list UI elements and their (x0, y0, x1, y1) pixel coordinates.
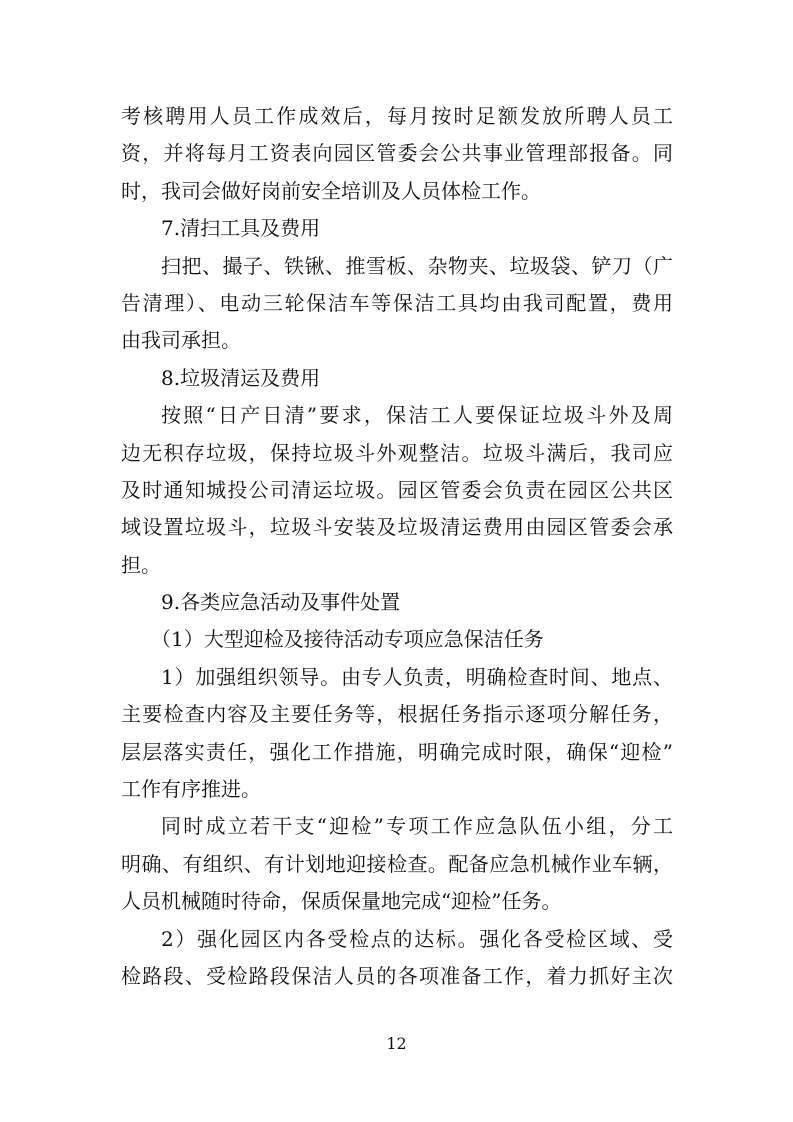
text-line: 资，并将每月工资表向园区管委会公共事业管理部报备。同 (121, 141, 673, 166)
text-line: 1）加强组织领导。由专人负责，明确检查时间、地点、 (161, 664, 673, 689)
text-line: 担。 (121, 552, 161, 577)
subsection-heading: （1）大型迎检及接待活动专项应急保洁任务 (151, 627, 544, 652)
text-line: 2）强化园区内各受检点的达标。强化各受检区域、受 (161, 926, 673, 951)
text-line: 告清理）、电动三轮保洁车等保洁工具均由我司配置，费用 (121, 290, 673, 315)
text-line: 同时成立若干支“迎检”专项工作应急队伍小组，分工 (161, 814, 673, 839)
text-line: 时，我司会做好岗前安全培训及人员体检工作。 (121, 178, 541, 203)
text-line: 域设置垃圾斗，垃圾斗安装及垃圾清运费用由园区管委会承 (121, 515, 673, 540)
text-line: 由我司承担。 (121, 328, 241, 353)
section-heading: 8.垃圾清运及费用 (161, 365, 321, 390)
text-line: 明确、有组织、有计划地迎接检查。配备应急机械作业车辆， (121, 851, 673, 876)
text-line: 工作有序推进。 (121, 777, 261, 802)
text-line: 人员机械随时待命，保质保量地完成“迎检”任务。 (121, 889, 562, 914)
text-line: 主要检查内容及主要任务等，根据任务指示逐项分解任务， (121, 702, 673, 727)
text-line: 考核聘用人员工作成效后，每月按时足额发放所聘人员工 (121, 104, 673, 128)
page-number: 12 (386, 1034, 407, 1053)
text-line: 及时通知城投公司清运垃圾。园区管委会负责在园区公共区 (121, 477, 673, 502)
body-text (121, 98, 673, 995)
text-line: 按照“日产日清”要求，保洁工人要保证垃圾斗外及周 (161, 403, 673, 428)
section-heading: 7.清扫工具及费用 (161, 216, 321, 241)
section-heading: 9.各类应急活动及事件处置 (161, 590, 401, 615)
text-line: 层层落实责任，强化工作措施，明确完成时限，确保“迎检” (121, 739, 673, 764)
text-line: 扫把、撮子、铁锹、推雪板、杂物夹、垃圾袋、铲刀（广 (161, 253, 673, 278)
text-line: 检路段、受检路段保洁人员的各项准备工作，着力抓好主次 (121, 963, 673, 988)
text-line: 边无积存垃圾，保持垃圾斗外观整洁。垃圾斗满后，我司应 (121, 440, 673, 465)
